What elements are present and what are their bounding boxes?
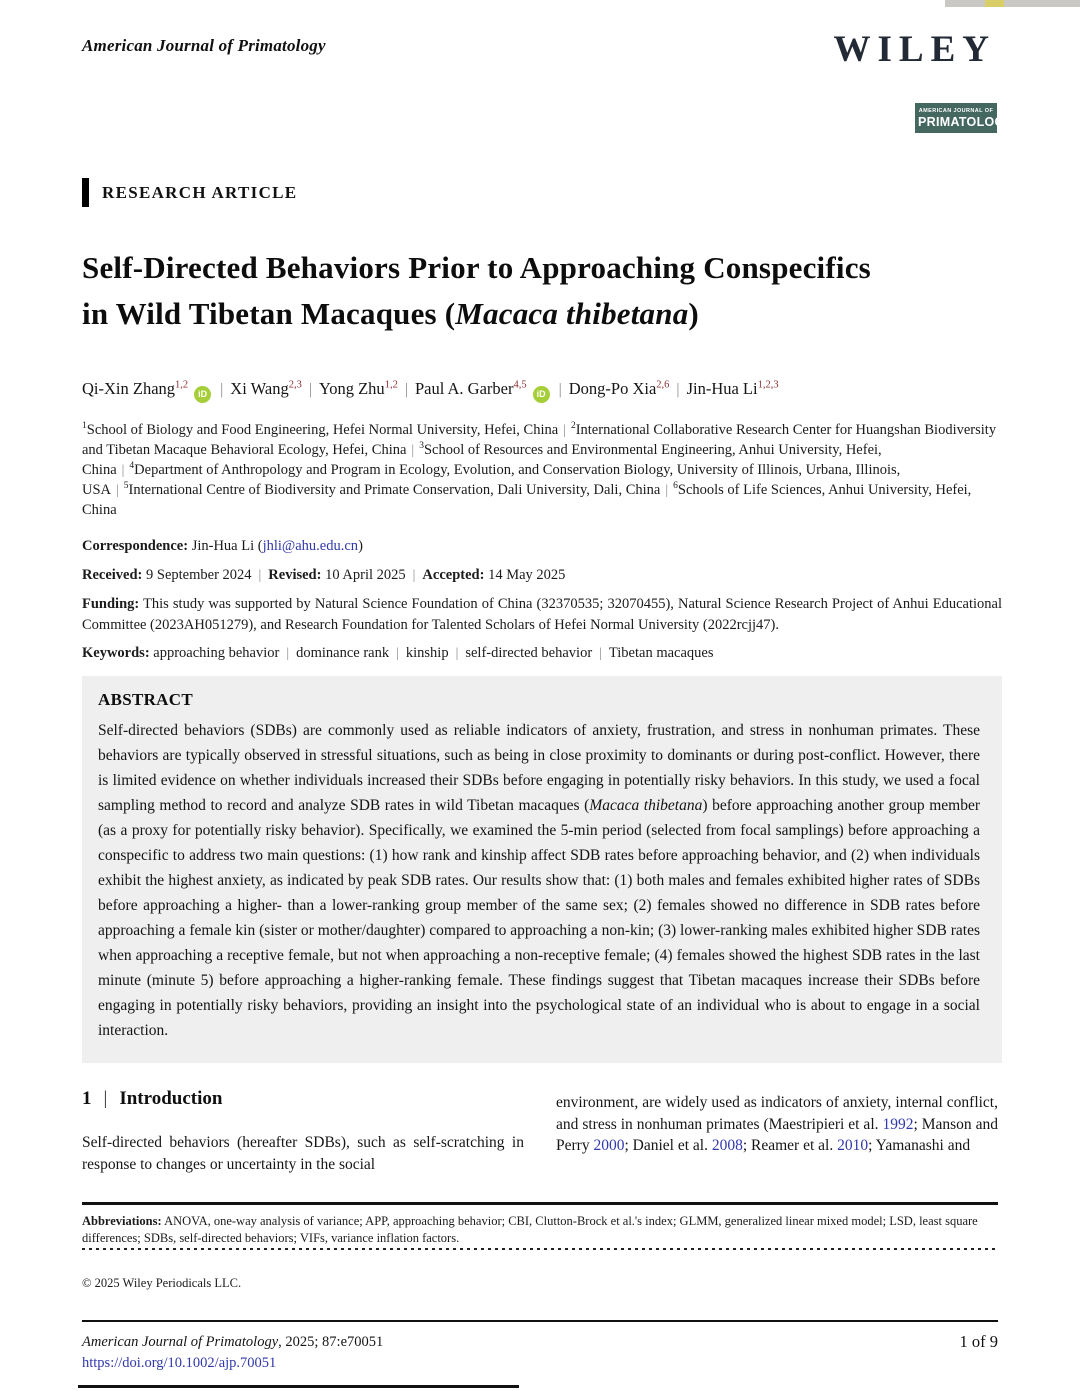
funding-paragraph: [82, 594, 1002, 636]
browser-edge-highlight: [985, 0, 1004, 7]
separator: |: [558, 381, 562, 398]
history-dates-line: Received: 9 September 2024 | Revised: 10 April 2025 | Accepted: 14 May 2025: [82, 567, 566, 583]
abbreviations-text: ANOVA, one-way analysis of variance; APP, approaching behavior; CBI, Clutton-Brock et al.'s index; GLMM, generalized linear mixed model; LSD, least square differences; SDBs, self-directed behaviors; VIFs, variance inflation factors.: [82, 1214, 978, 1245]
author-affiliation-superscript: 1,2: [175, 379, 189, 391]
funding-text: This study was supported by Natural Science Foundation of China (32370535; 32070455), Natural Science Research Project of Anhui Educational Committee (2023AH051279), and Research Foundation for Talented Scholars of Hefei Normal University (2022rcjj47).: [82, 596, 1002, 633]
author-affiliation-superscript: 4,5: [513, 379, 527, 391]
superscript: 2: [570, 421, 576, 432]
footer-citation: [82, 1332, 383, 1374]
heading-divider: |: [103, 1088, 108, 1109]
journal-badge-line2: PRIMATOLOGY: [918, 115, 1014, 130]
intro-right-paragraph: environment, are widely used as indicators of anxiety, internal conflict, and stress in nonhuman primates (Maestripieri et al. 1992; Manson and Perry 2000; Daniel et al. 2008; Reamer et al. 2010; Yamanashi and: [556, 1094, 998, 1154]
correspondence-line: Correspondence: Jin-Hua Li (jhli@ahu.edu.cn): [82, 538, 363, 554]
citation-year-link[interactable]: 2010: [837, 1137, 869, 1154]
superscript: 4: [129, 461, 135, 472]
section-title: Introduction: [119, 1088, 223, 1109]
section-number: 1: [82, 1088, 92, 1109]
separator: |: [308, 381, 312, 398]
superscript: 3: [419, 441, 424, 452]
browser-edge-strip: [945, 0, 1080, 7]
copyright-line: © 2025 Wiley Periodicals LLC.: [82, 1276, 242, 1290]
superscript: 6: [673, 481, 678, 492]
keywords-label: Keywords:: [82, 645, 150, 661]
article-type-bar: [82, 178, 89, 207]
affiliations: $^1$School of Biology and Food Engineering, Hefei Normal University, Hefei, China | $^2$International Collaborative Research Center for Huangshan Biodiversity and Tibetan Macaque Behavioral Ecology, Hefei, China | $^3$School of Resources and Environmental Engineering, Anhui University, Hefei, China | $^4$Department of Anthropology and Program in Ecology, Evolution, and Conservation Biology, University of Illinois, Urbana, Illinois, USA | $^5$International Centre of Biodiversity and Primate Conservation, Dali University, Dali, China | $^6$Schools of Life Sciences, Anhui University, Hefei, China: [82, 421, 997, 518]
separator: |: [121, 462, 125, 477]
citation-year-link[interactable]: 2008: [711, 1137, 743, 1154]
author-affiliation-superscript: 2,3: [288, 379, 302, 391]
author: Xi Wang$^{2,3}$: [230, 379, 302, 398]
separator: |: [599, 645, 602, 660]
funding-label: Funding:: [82, 596, 140, 612]
abstract-section: [82, 676, 1002, 1063]
email-link[interactable]: jhli@ahu.edu.cn: [262, 538, 359, 554]
separator: |: [116, 482, 119, 497]
author-affiliation-superscript: 1,2: [384, 379, 398, 391]
intro-right-column: [556, 1088, 998, 1176]
keyword: approaching behavior: [153, 645, 280, 661]
article-type-row: [82, 178, 297, 207]
superscript: 1: [82, 421, 87, 432]
separator: |: [412, 567, 416, 582]
separator: |: [411, 442, 415, 457]
superscript: 5: [123, 481, 129, 492]
separator: |: [286, 645, 290, 660]
intro-heading: [82, 1088, 524, 1110]
separator: |: [676, 381, 680, 398]
intro-left-paragraph: Self-directed behaviors (hereafter SDBs), such as self-scratching in response to changes or uncertainty in the social: [82, 1134, 524, 1173]
intro-left-column: [82, 1088, 524, 1176]
separator: |: [665, 482, 669, 497]
abbreviations-top-rule: [82, 1202, 998, 1205]
keywords-items: [150, 645, 714, 661]
abbreviations-dashed-rule: [82, 1248, 998, 1250]
abstract-body: Self-directed behaviors (SDBs) are commonly used as reliable indicators of anxiety, frustration, and stress in nonhuman primates. These behaviors are typically observed in stressful situations, such as being in close proximity to dominants or during post-conflict. However, there is limited evidence on whether individuals increased their SDBs before engaging in potentially risky behaviors. In this study, we used a focal sampling method to record and analyze SDB rates in wild Tibetan macaques (Macaca thibetana) before approaching another group member (as a proxy for potentially risky behavior). Specifically, we examined the 5-min period (selected from focal samplings) before approaching a conspecific to address two main questions: (1) how rank and kinship affect SDB rates before approaching behavior, and (2) when individuals exhibit the highest anxiety, as indicated by peak SDB rates. Our results show that: (1) both males and females exhibited higher rates of SDBs before approaching a higher- than a lower-ranking group member of the same sex; (2) females showed no difference in SDB rates before approaching a female kin (sister or mother/daughter) compared to approaching a non-kin; (3) lower-ranking males exhibited higher SDB rates when approaching a receptive female, but not when approaching a non-receptive female; (4) females showed the highest SDB rates in the last minute (minute 5) before approaching a higher-ranking female. These findings suggest that Tibetan macaques increase their SDBs before engaging in potentially risky behaviors, providing an insight into the psychological state of an individual who is about to engage in a social interaction.: [98, 722, 980, 1039]
wiley-logo: WILEY: [833, 29, 996, 70]
footer-citation-text: American Journal of Primatology, 2025; 87:e70051: [82, 1334, 384, 1350]
orcid-icon[interactable]: iD: [533, 386, 550, 403]
article-title: Self-Directed Behaviors Prior to Approaching Conspecifics in Wild Tibetan Macaques (Macaca thibetana): [82, 250, 871, 331]
keyword: kinship: [405, 645, 449, 661]
author: Qi-Xin Zhang$^{1,2}$iD: [82, 379, 213, 398]
author-affiliation-superscript: 1,2,3: [757, 379, 779, 391]
keyword: self-directed behavior: [465, 645, 593, 661]
keyword: dominance rank: [296, 645, 390, 661]
separator: |: [258, 567, 262, 582]
orcid-icon[interactable]: iD: [194, 386, 211, 403]
introduction-section: [82, 1088, 998, 1176]
citation-year-link[interactable]: 2000: [593, 1137, 625, 1154]
journal-badge-line1: AMERICAN JOURNAL OF: [918, 108, 994, 114]
abstract-heading: ABSTRACT: [98, 690, 193, 709]
separator: |: [396, 645, 399, 660]
keywords-line: [82, 642, 1002, 664]
separator: |: [220, 381, 224, 398]
author: Yong Zhu$^{1,2}$: [318, 379, 398, 398]
journal-name: American Journal of Primatology: [82, 36, 326, 55]
keyword: Tibetan macaques: [608, 645, 714, 661]
author: Jin-Hua Li$^{1,2,3}$: [686, 379, 779, 398]
abbreviations-label: Abbreviations:: [82, 1214, 162, 1228]
authors-line: [82, 376, 998, 403]
footer-row: [82, 1332, 998, 1374]
separator: |: [563, 422, 566, 437]
author: Dong-Po Xia$^{2,6}$: [568, 379, 670, 398]
page-number: 1 of 9: [959, 1332, 998, 1351]
article-type-label: RESEARCH ARTICLE: [102, 182, 298, 202]
abbreviations-paragraph: [82, 1213, 1002, 1247]
bottom-partial-rule: [78, 1385, 519, 1388]
author-affiliation-superscript: 2,6: [656, 379, 670, 391]
footer-rule: [82, 1320, 998, 1322]
journal-badge: [915, 103, 1014, 133]
separator: |: [404, 381, 408, 398]
citation-year-link[interactable]: 1992: [882, 1115, 914, 1133]
author: Paul A. Garber$^{4,5}$iD: [415, 379, 552, 398]
separator: |: [455, 645, 459, 660]
doi-link[interactable]: https://doi.org/10.1002/ajp.70051: [82, 1355, 277, 1371]
